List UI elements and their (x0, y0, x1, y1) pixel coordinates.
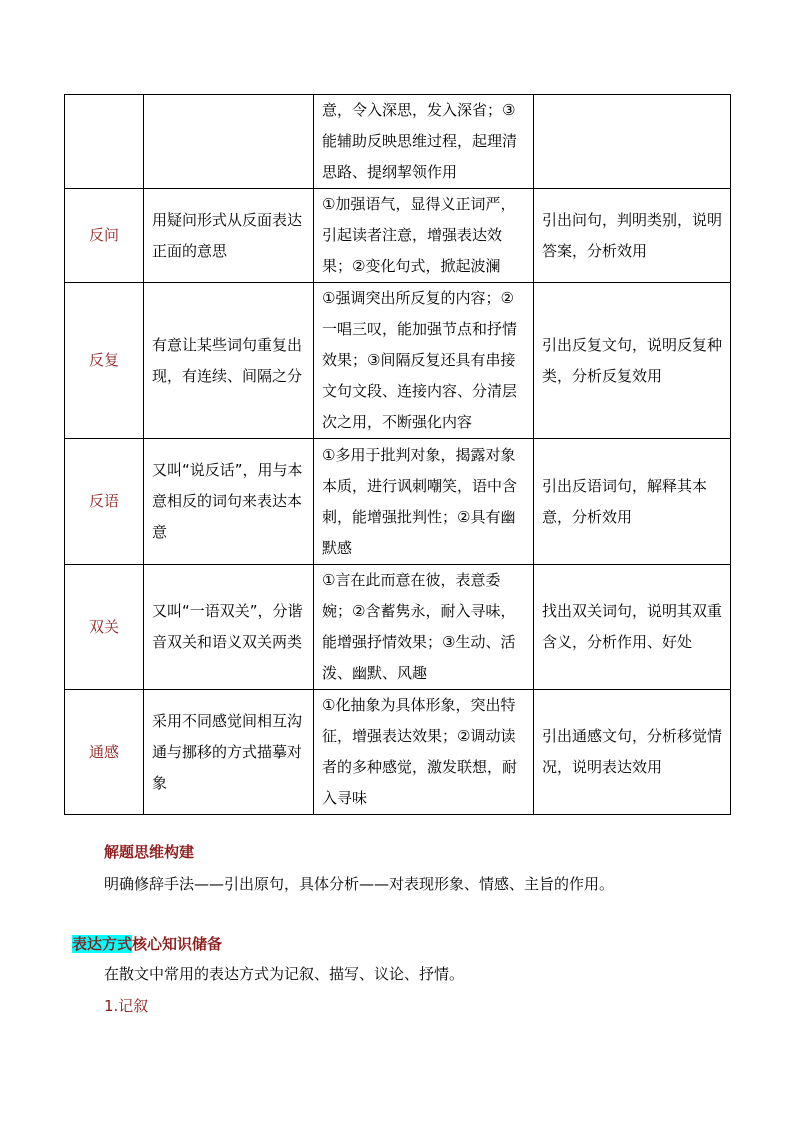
device-effect: ①强调突出所反复的内容；②一唱三叹，能加强节点和抒情效果；③间隔反复还具有串接文句文段、连接内容、分清层次之用，不断强化内容 (314, 283, 534, 439)
table-row (65, 690, 731, 815)
highlighted-heading: 表达方式 (72, 935, 133, 953)
analysis-method (534, 95, 731, 189)
expression-text: 在散文中常用的表达方式为记叙、描写、议论、抒情。 (104, 965, 465, 983)
device-definition: 又叫“说反话”，用与本意相反的词句来表达本意 (144, 439, 314, 565)
device-name (65, 95, 144, 189)
table-row (65, 439, 731, 565)
section-heading-expression (72, 933, 222, 954)
device-effect: ①加强语气，显得义正词严，引起读者注意，增强表达效果；②变化句式，掀起波澜 (314, 189, 534, 283)
analysis-method: 引出反语词句，解释其本意，分析效用 (534, 439, 731, 565)
device-name: 双关 (65, 565, 144, 690)
analysis-method: 引出问句，判明类别，说明答案，分析效用 (534, 189, 731, 283)
device-name: 反语 (65, 439, 144, 565)
analysis-method: 引出通感文句，分析移觉情况，说明表达效用 (534, 690, 731, 815)
device-effect: ①化抽象为具体形象，突出特征，增强表达效果；②调动读者的多种感觉，激发联想，耐入寻味 (314, 690, 534, 815)
device-definition: 有意让某些词句重复出现，有连续、间隔之分 (144, 283, 314, 439)
analysis-method: 引出反复文句，说明反复种类，分析反复效用 (534, 283, 731, 439)
device-definition: 用疑问形式从反面表达正面的意思 (144, 189, 314, 283)
heading-rest: 核心知识储备 (132, 935, 223, 953)
device-effect: 意，令入深思，发入深省；③能辅助反映思维过程，起理清思路、提纲挈领作用 (314, 95, 534, 189)
device-name: 反问 (65, 189, 144, 283)
device-definition: 又叫“一语双关”，分谐音双关和语义双关两类 (144, 565, 314, 690)
table-row (65, 189, 731, 283)
thinking-text: 明确修辞手法——引出原句，具体分析——对表现形象、情感、主旨的作用。 (104, 875, 615, 893)
device-definition (144, 95, 314, 189)
analysis-method: 找出双关词句，说明其双重含义，分析作用、好处 (534, 565, 731, 690)
device-effect: ①多用于批判对象，揭露对象本质，进行讽刺嘲笑，语中含刺，能增强批判性；②具有幽默感 (314, 439, 534, 565)
section-heading-thinking: 解题思维构建 (104, 843, 195, 861)
table-row (65, 565, 731, 690)
table-row (65, 283, 731, 439)
list-item-narration: 1.记叙 (104, 997, 149, 1015)
device-name: 反复 (65, 283, 144, 439)
device-definition: 采用不同感觉间相互沟通与挪移的方式描摹对象 (144, 690, 314, 815)
rhetoric-table (64, 94, 731, 815)
device-name: 通感 (65, 690, 144, 815)
table-row (65, 95, 731, 189)
device-effect: ①言在此而意在彼，表意委婉；②含蓄隽永，耐入寻味，能增强抒情效果；③生动、活泼、幽默、风趣 (314, 565, 534, 690)
